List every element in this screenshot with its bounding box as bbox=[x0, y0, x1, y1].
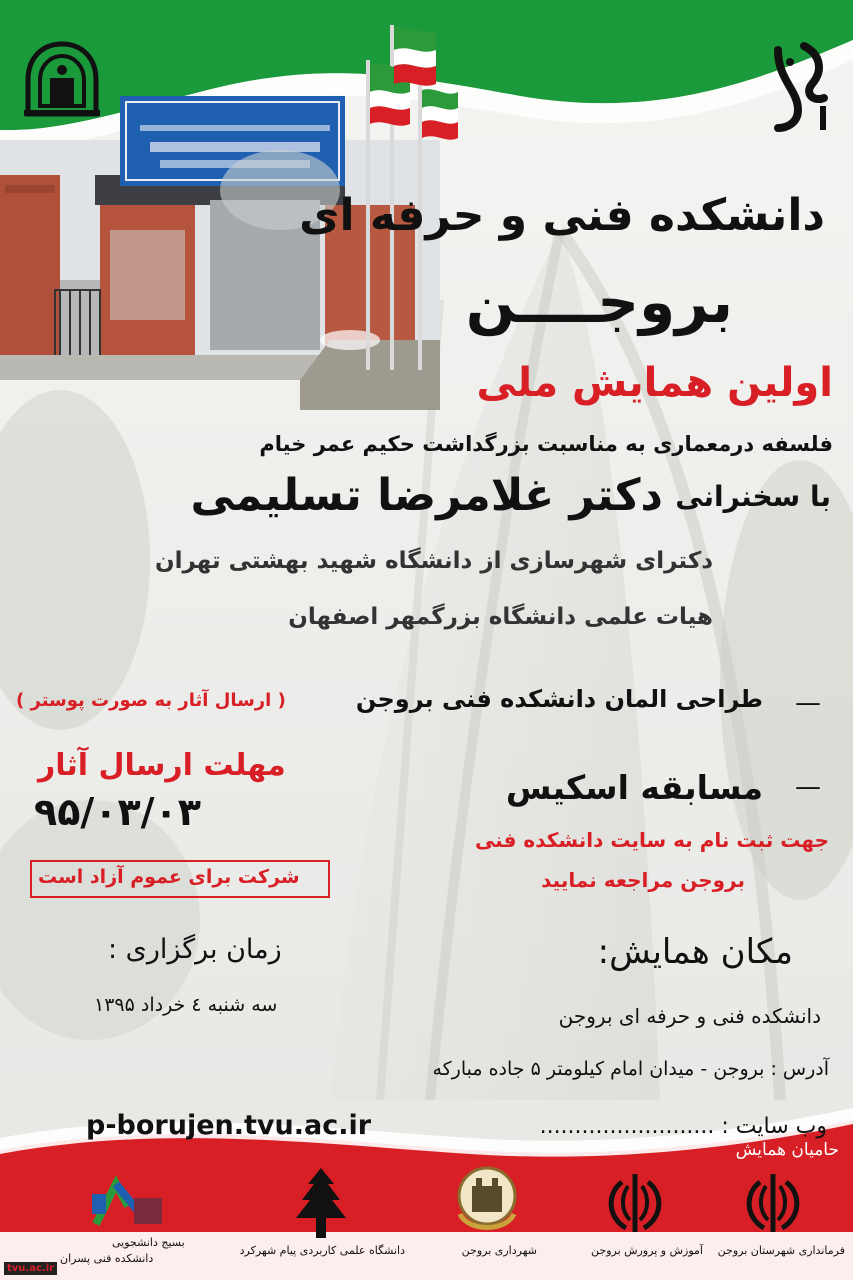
lecturer-affiliation: هیات علمی دانشگاه بزرگمهر اصفهان bbox=[288, 604, 713, 630]
tvu-logo-icon bbox=[768, 40, 834, 136]
website-url[interactable]: p-borujen.tvu.ac.ir bbox=[86, 1110, 372, 1141]
lecturer-name: دکتر غلامرضا تسلیمی bbox=[190, 470, 663, 521]
conference-subject: فلسفه درمعماری به مناسبت بزرگداشت حکیم عمر خیام bbox=[259, 432, 833, 456]
bullet-dash: — bbox=[795, 772, 821, 802]
time-heading: زمان برگزاری : bbox=[108, 934, 282, 965]
building-photo bbox=[0, 96, 440, 410]
competition-sketch: مسابقه اسکیس bbox=[505, 768, 763, 807]
deadline-date: ۹۵/۰۳/۰۳ bbox=[34, 790, 201, 834]
registration-note-line2: بروجن مراجعه نمایید bbox=[541, 868, 745, 892]
venue-heading: مکان همایش: bbox=[597, 932, 793, 972]
deadline-label: مهلت ارسال آثار bbox=[38, 748, 286, 783]
registration-note-line1: جهت ثبت نام به سایت دانشکده فنی bbox=[474, 828, 829, 852]
sponsor-education: آموزش و پرورش بروجن bbox=[591, 1244, 703, 1257]
lecturer-degree: دکترای شهرسازی از دانشگاه شهید بهشتی تهران bbox=[154, 548, 713, 574]
sponsor-payam-university: دانشگاه علمی کاربردی پیام شهرکرد bbox=[239, 1244, 405, 1257]
website-label: وب سایت : ......................... bbox=[539, 1114, 827, 1139]
sponsor-basij-line1: بسیج دانشجویی bbox=[112, 1236, 185, 1249]
basij-logo-icon bbox=[86, 1176, 166, 1232]
venue-value: دانشکده فنی و حرفه ای بروجن bbox=[558, 1004, 821, 1028]
sponsor-governorate: فرمانداری شهرستان بروجن bbox=[717, 1244, 845, 1257]
payam-university-logo-icon bbox=[290, 1166, 352, 1240]
city-title: بروجــــن bbox=[465, 268, 733, 336]
address: آدرس : بروجن - میدان امام کیلومتر ۵ جاده مبارکه bbox=[432, 1058, 829, 1080]
iran-emblem-icon bbox=[602, 1168, 668, 1238]
lecture-prefix: با سخنرانی bbox=[675, 480, 831, 513]
time-value: سه شنبه ٤ خرداد ۱۳۹۵ bbox=[94, 994, 278, 1016]
university-logo-icon bbox=[22, 40, 102, 120]
watermark: tvu.ac.ir bbox=[4, 1262, 57, 1275]
municipality-emblem-icon bbox=[452, 1162, 522, 1240]
sponsor-municipality: شهرداری بروجن bbox=[461, 1244, 537, 1257]
competition-element-design: طراحی المان دانشکده فنی بروجن bbox=[355, 685, 763, 713]
conference-name: اولین همایش ملی bbox=[476, 360, 833, 406]
sponsor-basij-line2: دانشکده فنی پسران bbox=[60, 1252, 154, 1265]
iran-emblem-icon bbox=[740, 1168, 806, 1238]
competition-note: ( ارسال آثار به صورت پوستر ) bbox=[16, 690, 286, 711]
sponsors-heading: حامیان همایش bbox=[735, 1140, 839, 1160]
college-title: دانشکده فنی و حرفه ای bbox=[299, 190, 825, 241]
bullet-dash: — bbox=[795, 688, 821, 718]
open-to-public-text: شرکت برای عموم آزاد است bbox=[38, 866, 300, 888]
